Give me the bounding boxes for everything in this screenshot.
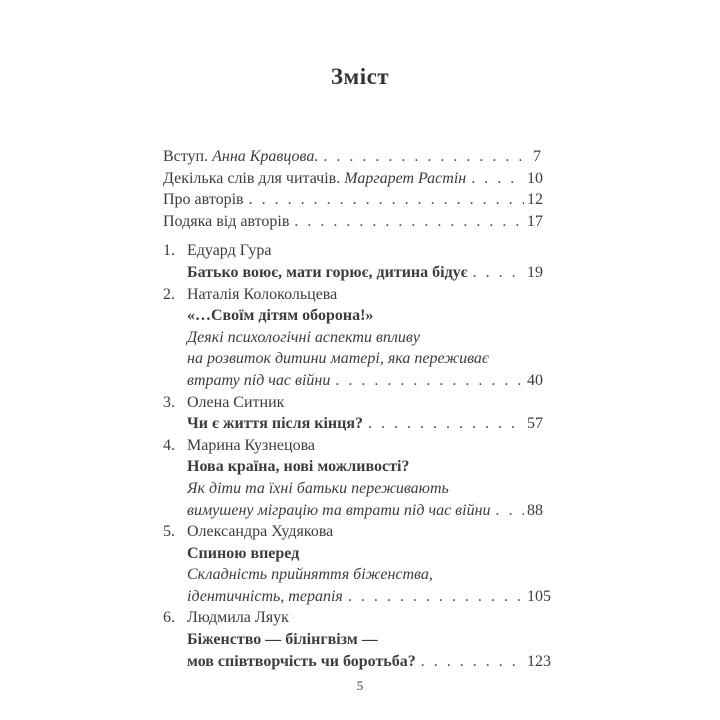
chapter-page: 88 xyxy=(527,501,543,519)
dot-leader xyxy=(335,370,524,392)
chapter-page: 57 xyxy=(527,415,543,433)
toc-entry xyxy=(163,189,541,211)
chapter-author-row xyxy=(163,521,541,543)
chapter-entry xyxy=(163,284,541,392)
chapter-subtitle-row xyxy=(163,327,541,349)
chapter-author: Олена Ситник xyxy=(187,393,285,411)
chapter-number: 6. xyxy=(163,609,175,627)
dot-leader xyxy=(473,262,524,284)
entry-name: Маргарет Растін xyxy=(344,169,467,187)
chapter-author-row xyxy=(163,435,541,457)
chapter-subtitle-row xyxy=(163,586,551,608)
chapter-author: Марина Кузнецова xyxy=(187,436,316,454)
toc-entry xyxy=(163,211,541,233)
dot-leader xyxy=(323,146,524,168)
chapter-subtitle: Складність прийняття біженства, xyxy=(187,566,433,584)
dot-leader xyxy=(368,413,524,435)
chapter-title: Чи є життя після кінця? xyxy=(187,415,364,433)
chapter-entry xyxy=(163,240,541,283)
chapter-author: Олександра Худякова xyxy=(187,523,334,541)
chapter-title-row xyxy=(163,262,541,284)
chapter-subtitle: Деякі психологічні аспекти впливу xyxy=(187,328,420,346)
entry-page: 12 xyxy=(527,191,543,209)
page-title: Зміст xyxy=(330,64,390,89)
chapters-section xyxy=(163,240,551,672)
chapter-subtitle-row xyxy=(163,564,541,586)
entry-name: Анна Кравцова. xyxy=(212,148,319,165)
chapter-entry xyxy=(163,392,541,435)
entry-text: Подяка від авторів xyxy=(163,212,290,230)
chapter-title-row xyxy=(163,651,551,673)
chapter-entry xyxy=(163,435,541,521)
dot-leader xyxy=(294,211,524,233)
chapter-author: Едуард Гура xyxy=(187,242,272,260)
chapter-title-row xyxy=(163,413,541,435)
chapter-author-row xyxy=(163,392,541,414)
dot-leader xyxy=(348,586,524,608)
chapter-number: 3. xyxy=(163,393,175,411)
chapter-page: 105 xyxy=(527,587,551,605)
chapter-title: Батько воює, мати горює, дитина бідує xyxy=(187,263,468,281)
chapter-subtitle: втрату під час війни xyxy=(187,371,331,389)
chapter-subtitle: на розвиток дитини матері, яка переживає xyxy=(187,350,489,368)
dot-leader xyxy=(249,189,524,211)
toc-content xyxy=(163,146,551,672)
entry-title xyxy=(163,211,289,233)
entry-page: 17 xyxy=(527,212,543,230)
chapter-author-row xyxy=(163,284,541,306)
chapter-title: Нова країна, нові можливості? xyxy=(187,458,410,476)
chapter-subtitle-row xyxy=(163,370,541,392)
chapter-entry xyxy=(163,607,551,672)
chapter-title: Спиною вперед xyxy=(187,544,300,562)
chapter-title-row xyxy=(163,543,541,565)
chapter-author-row xyxy=(163,607,541,629)
chapter-title-row xyxy=(163,456,541,478)
chapter-title: «…Своїм дітям оборона!» xyxy=(187,307,374,325)
page-number: 5 xyxy=(356,678,364,693)
chapter-subtitle: ідентичність, терапія xyxy=(187,587,343,605)
entry-text: Вступ. xyxy=(163,148,209,165)
chapter-page: 19 xyxy=(527,263,543,281)
chapter-page: 40 xyxy=(527,371,543,389)
entry-title xyxy=(163,168,466,190)
chapter-title-row xyxy=(163,305,541,327)
chapter-subtitle: Як діти та їхні батьки переживають xyxy=(187,479,449,497)
chapter-title: мов співтворчість чи боротьба? xyxy=(187,652,416,670)
entry-title xyxy=(163,189,244,211)
chapter-number: 2. xyxy=(163,285,175,303)
chapter-number: 1. xyxy=(163,242,175,260)
chapter-title-row xyxy=(163,629,541,651)
chapter-author: Наталія Колокольцева xyxy=(187,285,338,303)
chapter-number: 5. xyxy=(163,523,175,541)
chapter-page: 123 xyxy=(527,652,551,670)
entry-text: Декілька слів для читачів. xyxy=(163,169,341,187)
chapter-subtitle: вимушену міграцію та втрати під час війни xyxy=(187,501,491,519)
chapter-entry xyxy=(163,521,551,607)
entry-page: 10 xyxy=(527,169,543,187)
front-matter-section xyxy=(163,146,541,232)
dot-leader xyxy=(496,500,524,522)
entry-page: 7 xyxy=(533,148,541,165)
toc-entry xyxy=(163,168,541,190)
dot-leader xyxy=(471,168,524,190)
chapter-subtitle-row xyxy=(163,500,541,522)
entry-title xyxy=(163,146,318,168)
dot-leader xyxy=(421,651,524,673)
chapter-author-row xyxy=(163,240,541,262)
toc-entry xyxy=(163,146,541,168)
chapter-subtitle-row xyxy=(163,478,541,500)
chapter-title: Біженство — білінгвізм — xyxy=(187,631,378,649)
chapter-number: 4. xyxy=(163,436,175,454)
chapter-subtitle-row xyxy=(163,348,541,370)
entry-text: Про авторів xyxy=(163,191,244,209)
chapter-author: Людмила Ляук xyxy=(187,609,289,627)
